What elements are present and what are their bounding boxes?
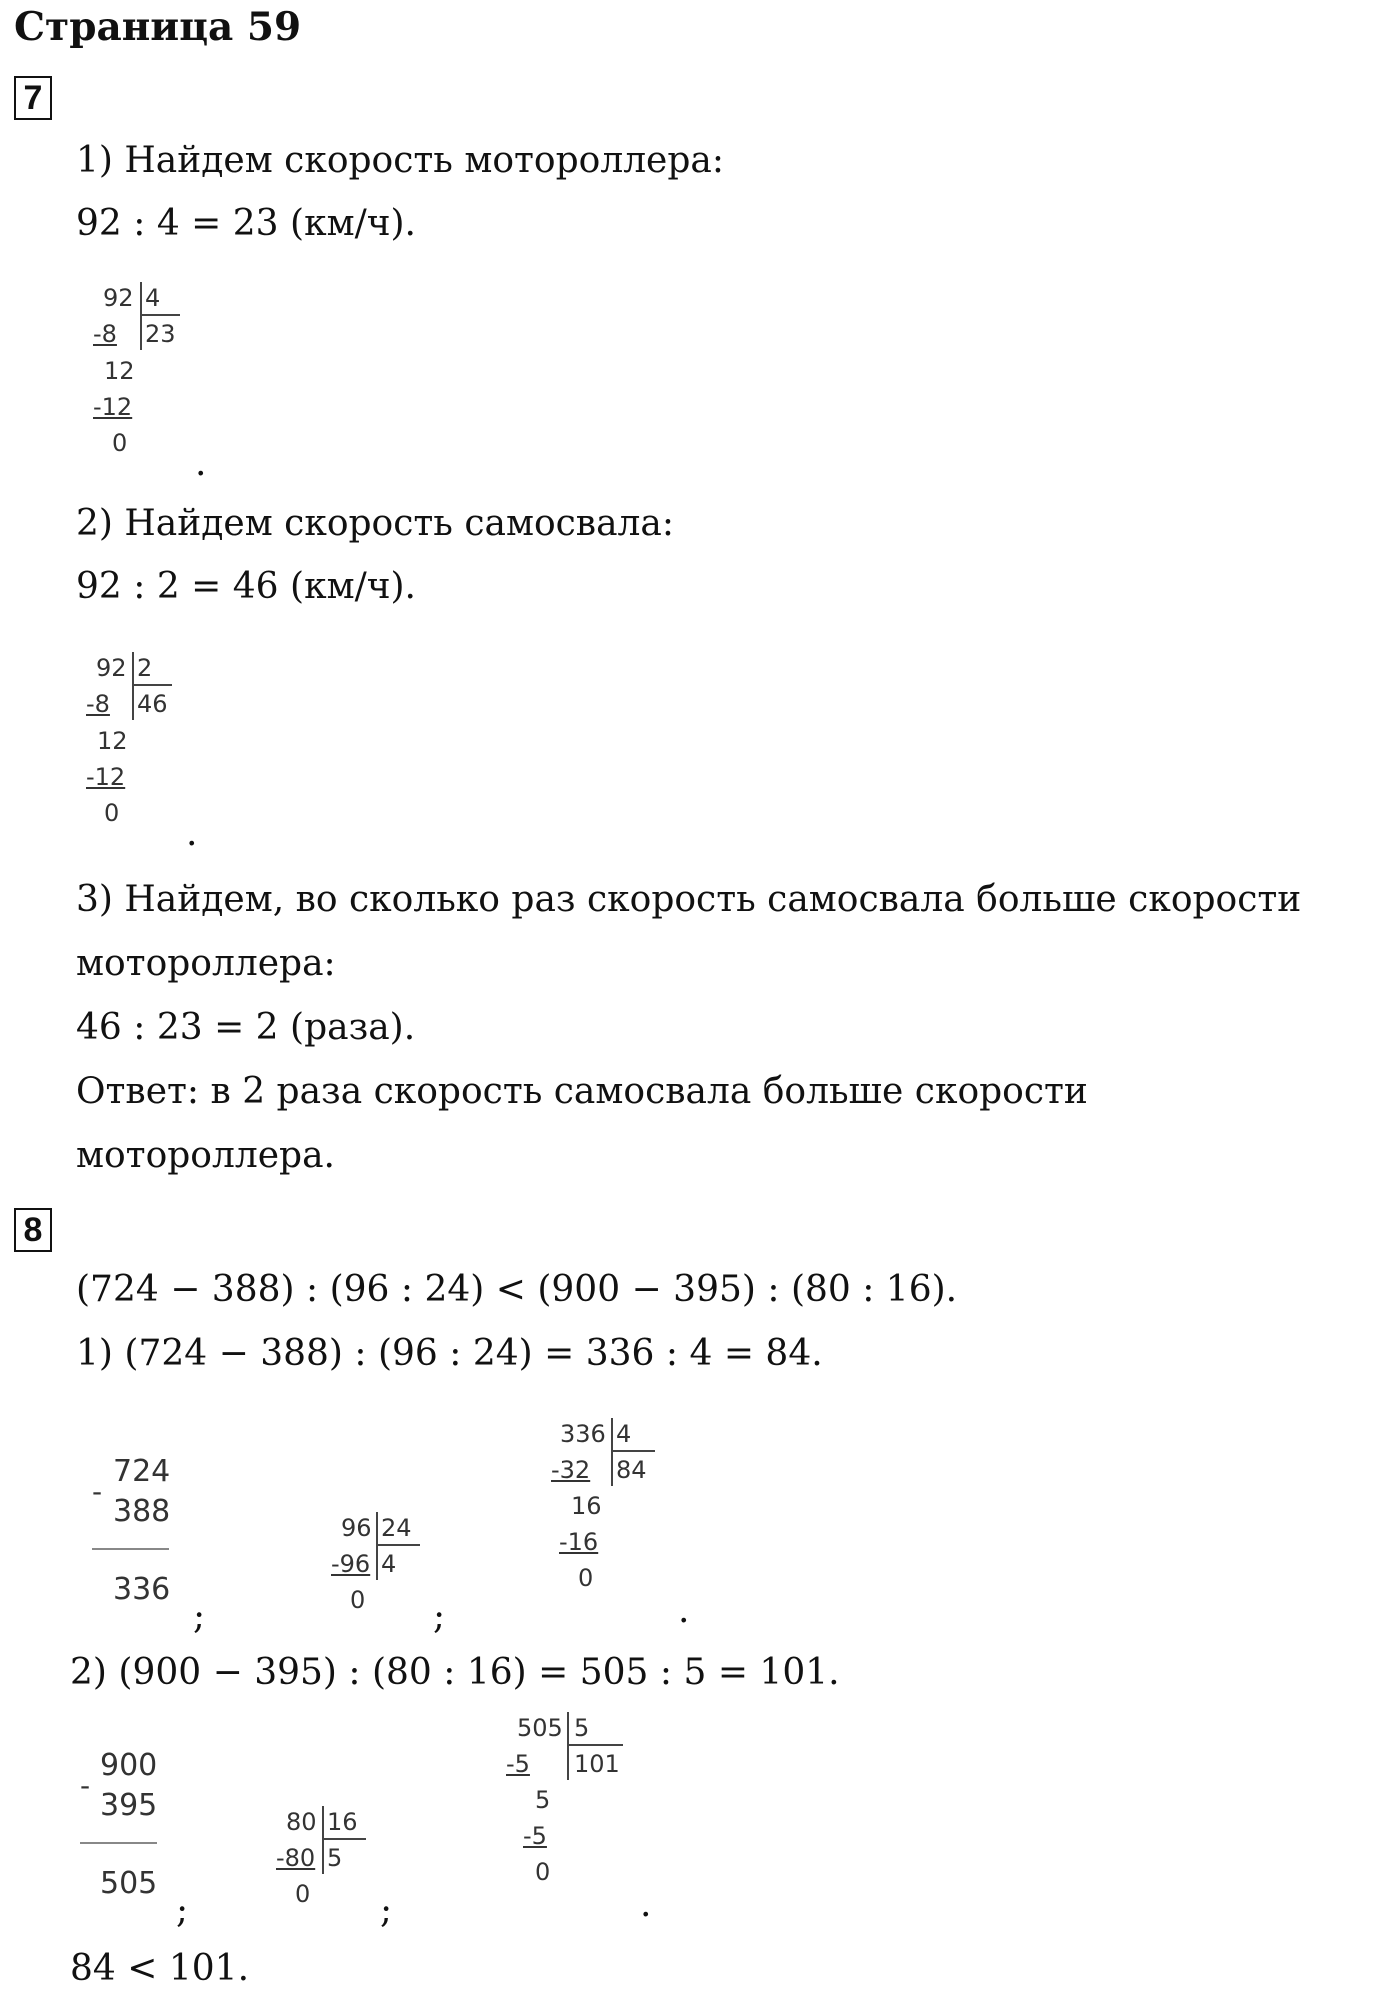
quotient: 101 bbox=[574, 1750, 620, 1778]
remainder: 0 bbox=[295, 1880, 311, 1908]
subtrahend: -12 bbox=[93, 393, 133, 421]
separator: ; bbox=[193, 1596, 206, 1637]
dividend: 505 bbox=[517, 1714, 563, 1742]
division-bracket-horizontal bbox=[567, 1744, 623, 1746]
divisor: 24 bbox=[381, 1514, 412, 1542]
subtraction-line bbox=[80, 1842, 157, 1844]
subtrahend: 388 bbox=[113, 1494, 171, 1529]
subtrahend: -8 bbox=[93, 320, 117, 348]
task7-answer-line2: мотороллера. bbox=[76, 1135, 335, 1176]
remainder: 5 bbox=[535, 1786, 551, 1814]
subtrahend: -8 bbox=[86, 690, 110, 718]
remainder: 0 bbox=[350, 1586, 366, 1614]
remainder: 12 bbox=[97, 727, 128, 755]
quotient: 84 bbox=[616, 1456, 647, 1484]
divisor: 4 bbox=[145, 284, 161, 312]
division-bracket-vertical bbox=[567, 1712, 569, 1780]
task7-step3-line1: 3) Найдем, во сколько раз скорость самосвала больше скорости bbox=[76, 879, 1302, 920]
minuend: 900 bbox=[100, 1748, 158, 1783]
remainder: 0 bbox=[104, 799, 120, 827]
subtrahend: -32 bbox=[551, 1456, 591, 1484]
period: . bbox=[186, 813, 198, 854]
division-bracket-horizontal bbox=[140, 314, 180, 316]
quotient: 5 bbox=[327, 1844, 343, 1872]
remainder: 0 bbox=[578, 1564, 594, 1592]
remainder: 0 bbox=[112, 429, 128, 457]
task7-answer-line1: Ответ: в 2 раза скорость самосвала больше скорости bbox=[76, 1071, 1088, 1112]
task7-equation2: 92 : 2 = 46 (км/ч). bbox=[76, 566, 416, 607]
divisor: 2 bbox=[137, 654, 153, 682]
separator: ; bbox=[176, 1890, 189, 1931]
remainder: 0 bbox=[535, 1858, 551, 1886]
difference: 505 bbox=[100, 1866, 158, 1901]
division-bracket-vertical bbox=[376, 1512, 378, 1580]
task8-step2: 2) (900 − 395) : (80 : 16) = 505 : 5 = 101. bbox=[70, 1652, 840, 1693]
difference: 336 bbox=[113, 1572, 171, 1607]
task7-step2: 2) Найдем скорость самосвала: bbox=[76, 503, 674, 544]
dividend: 92 bbox=[96, 654, 127, 682]
task8-step1: 1) (724 − 388) : (96 : 24) = 336 : 4 = 84. bbox=[76, 1333, 823, 1374]
division-bracket-horizontal bbox=[376, 1544, 420, 1546]
divisor: 5 bbox=[574, 1714, 590, 1742]
separator: ; bbox=[380, 1890, 393, 1931]
period: . bbox=[195, 443, 207, 484]
subtrahend: -16 bbox=[559, 1528, 599, 1556]
minuend: 724 bbox=[113, 1454, 171, 1489]
task8-comparison: (724 − 388) : (96 : 24) < (900 − 395) : (80 : 16). bbox=[76, 1269, 958, 1310]
division-bracket-horizontal bbox=[132, 684, 172, 686]
minus-sign: - bbox=[92, 1475, 103, 1508]
task7-step3-line2: мотороллера: bbox=[76, 943, 336, 984]
division-bracket-horizontal bbox=[322, 1838, 366, 1840]
minus-sign: - bbox=[80, 1769, 91, 1802]
page-title: Страница 59 bbox=[14, 4, 302, 50]
period: . bbox=[678, 1590, 690, 1631]
task8-result: 84 < 101. bbox=[70, 1948, 250, 1989]
division-bracket-vertical bbox=[322, 1806, 324, 1874]
remainder: 16 bbox=[571, 1492, 602, 1520]
divisor: 16 bbox=[327, 1808, 358, 1836]
quotient: 4 bbox=[381, 1550, 397, 1578]
subtrahend: -96 bbox=[331, 1550, 371, 1578]
subtrahend: -5 bbox=[523, 1822, 547, 1850]
dividend: 96 bbox=[341, 1514, 372, 1542]
subtrahend: -12 bbox=[86, 763, 126, 791]
quotient: 46 bbox=[137, 690, 168, 718]
task-number-8: 8 bbox=[14, 1208, 52, 1252]
subtrahend: -80 bbox=[276, 1844, 316, 1872]
division-bracket-horizontal bbox=[611, 1450, 655, 1452]
separator: ; bbox=[433, 1596, 446, 1637]
task7-equation1: 92 : 4 = 23 (км/ч). bbox=[76, 203, 416, 244]
divisor: 4 bbox=[616, 1420, 632, 1448]
task-number-7: 7 bbox=[14, 76, 52, 120]
division-bracket-vertical bbox=[611, 1418, 613, 1486]
dividend: 80 bbox=[286, 1808, 317, 1836]
division-bracket-vertical bbox=[140, 282, 142, 350]
subtraction-line bbox=[92, 1548, 169, 1550]
subtrahend: -5 bbox=[506, 1750, 530, 1778]
task7-step1: 1) Найдем скорость мотороллера: bbox=[76, 140, 724, 181]
division-bracket-vertical bbox=[132, 652, 134, 720]
task7-equation3: 46 : 23 = 2 (раза). bbox=[76, 1007, 416, 1048]
period: . bbox=[640, 1884, 652, 1925]
dividend: 336 bbox=[560, 1420, 606, 1448]
remainder: 12 bbox=[104, 357, 135, 385]
dividend: 92 bbox=[103, 284, 134, 312]
quotient: 23 bbox=[145, 320, 176, 348]
subtrahend: 395 bbox=[100, 1788, 158, 1823]
